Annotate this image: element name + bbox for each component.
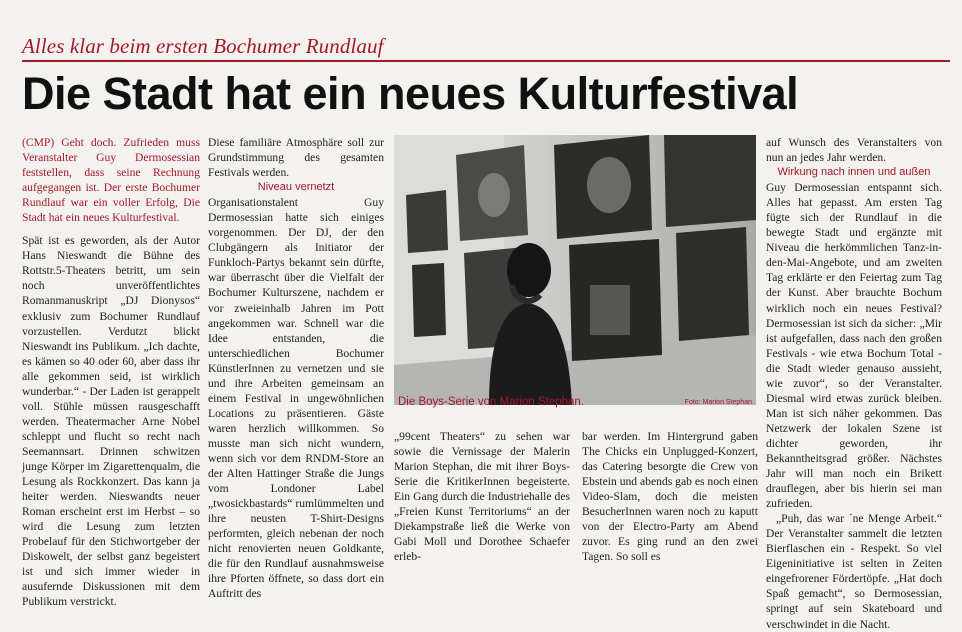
article-lead: (CMP) Geht doch. Zufrieden muss Veranstalter Guy Dermosessian feststellen, dass seine Rechnung aufgegangen ist. Der erste Bochumer Rundlauf war ein voller Erfolg, Die Stadt hat ein neues Kulturfestival. (22, 136, 200, 225)
column-3 (394, 429, 570, 564)
painting-frame (676, 227, 749, 341)
subheading-niveau: Niveau vernetzt (257, 181, 335, 194)
subheading-wirkung: Wirkung nach innen und außen (777, 166, 931, 179)
painting-frame (664, 135, 756, 227)
painting-frame (406, 190, 448, 253)
column-5-body: Guy Dermosessian entspannt sich. Alles hat gepasst. Am ersten Tag fügte sich der Rundlauf in die bewegte Stadt und ergänzte mit Niveau die herkömmlichen Tanz-in-den-Mai-Angebote, und am zweiten Tag erklärte er den Feiertag zum Tag der Kunst. Aber brauchte Bochum wirklich noch ein neues Festival? Dermosessian ist sich da sicher: „Mir ist aufgefallen, dass nach den großen Festivals - wie etwa Bochum Total - die Stadt wieder genauso aussieht, wie zuvor“, so der Veranstalter. Diesmal wird etwas zurück bleiben. Man ist sich näher gekommen. Das Netzwerk der lokalen Szene ist dichter geworden, ihr Bekanntheitsgrad größer. Nächstes Jahr will man noch ein Brikett drauflegen, aber bis hierin sei man zufrieden. (766, 181, 942, 511)
article-headline: Die Stadt hat ein neues Kulturfestival (22, 68, 799, 119)
column-3-body: „99cent Theaters“ zu sehen war sowie die Vernissage der Malerin Marion Stephan, die mit ihrer Boys-Serie die KritikerInnen begeisterte. Ein Gang durch die Industriehalle des „Freien Kunst Territoriums“ an der Diekampstraße ließ die Werke von Gabi Moll und Dorothee Schaefer erleb- (394, 430, 570, 564)
article-kicker: Alles klar beim ersten Bochumer Rundlauf (22, 34, 384, 58)
gallery-photo-illustration (394, 135, 756, 405)
column-2-intro: Diese familiäre Atmosphäre soll zur Grundstimmung des gesamten Festivals werden. (208, 136, 384, 180)
column-2 (208, 135, 384, 601)
column-4 (582, 429, 758, 564)
column-5-intro: auf Wunsch des Veranstalters von nun an jedes Jahr werden. (766, 136, 942, 165)
painting-frame (412, 263, 446, 337)
column-5-quote: „Puh, das war ´ne Menge Arbeit.“ Der Veranstalter sammelt die letzten Bierflaschen ein - Respekt. So viel Eigeninitiative ist selten in Zeiten eingefrorener Fördertöpfe. „Hat doch Spaß gemacht“, so Dermosessian, springt auf sein Skateboard und verschwindet in die Nacht. (766, 512, 942, 631)
kicker-rule (22, 60, 950, 62)
column-2-body: Organisationstalent Guy Dermosessian hatte sich einiges vorgenommen. Der DJ, der den Clubgängern als Initiator der Funkloch-Partys bekannt sein dürfte, war überrascht über die Vielfalt der Bochumer Kulturszene, nachdem er vor zweieinhalb Jahren im Pott angekommen war. Schnell war die Idee entstanden, die unterschiedlichen Bochumer KünstlerInnen zu vernetzen und sie und ihre Arbeiten gemeinsam an einem Festival in ungewöhnlichen Locations zu präsentieren. Gäste waren herzlich willkommen. So musste man sich nicht wundern, wenn sich vor dem RNDM-Store an der Alten Hattinger Straße die Jungs vom Londoner Label „twosickbastards“ rumlümmelten und ihre neusten T-Shirt-Designs performten, gleich nebenan der noch nicht renovierten neuen Goldkante, die für den Rundlauf ausnahmsweise ihre Pforten öffnete, so dass dort ein Auftritt des (208, 196, 384, 601)
photo-caption-text: Die Boys-Serie von Marion Stephan. (398, 396, 585, 408)
gallery-photo (394, 135, 756, 405)
column-1 (22, 135, 200, 609)
photo-credit: Foto: Marion Stephan (684, 399, 752, 406)
column-1-body: Spät ist es geworden, als der Autor Hans Nieswandt die Bühne des Rottstr.5-Theaters betritt, um sein noch unveröffentlichtes Romanmanuskript „DJ Dionysos“ exklusiv zum Bochumer Rundlauf vorzustellen. Verdutzt blickt Nieswandt ins Publikum. „Ich dachte, es kämen so 40 oder 60, aber dass ihr alle gekommen seid, ist wirklich wunderbar.“ - Der Laden ist gerappelt voll. Stühle müssen rausgeschafft werden. Theatermacher Arne Nobel schleppt und flucht so recht nach Seemannsart. Drinnen schwitzen junge Körper im Zigarettenqualm, die Lesung als Rockkonzert. Das kann ja heiter werden. Nieswandts neuer Roman erscheint erst im Herbst – so wird die Lesung zum letzten Probelauf für den Stichwortgeber der Diskowelt, der selbst ganz begeistert ist und sich immer wieder in ausufernde Diskussionen mit dem Publikum verstrickt. (22, 234, 200, 609)
column-5 (766, 135, 942, 632)
column-4-body: bar werden. Im Hintergrund gaben The Chicks ein Unplugged-Konzert, das Catering besorgte die Crew von Ebstein und abends gab es noch einen Video-Slam, doch die meisten BesucherInnen waren noch zu kaputt von der Electro-Party am Abend zuvor. Es ging rund an den zwei Tagen. So soll es (582, 430, 758, 564)
